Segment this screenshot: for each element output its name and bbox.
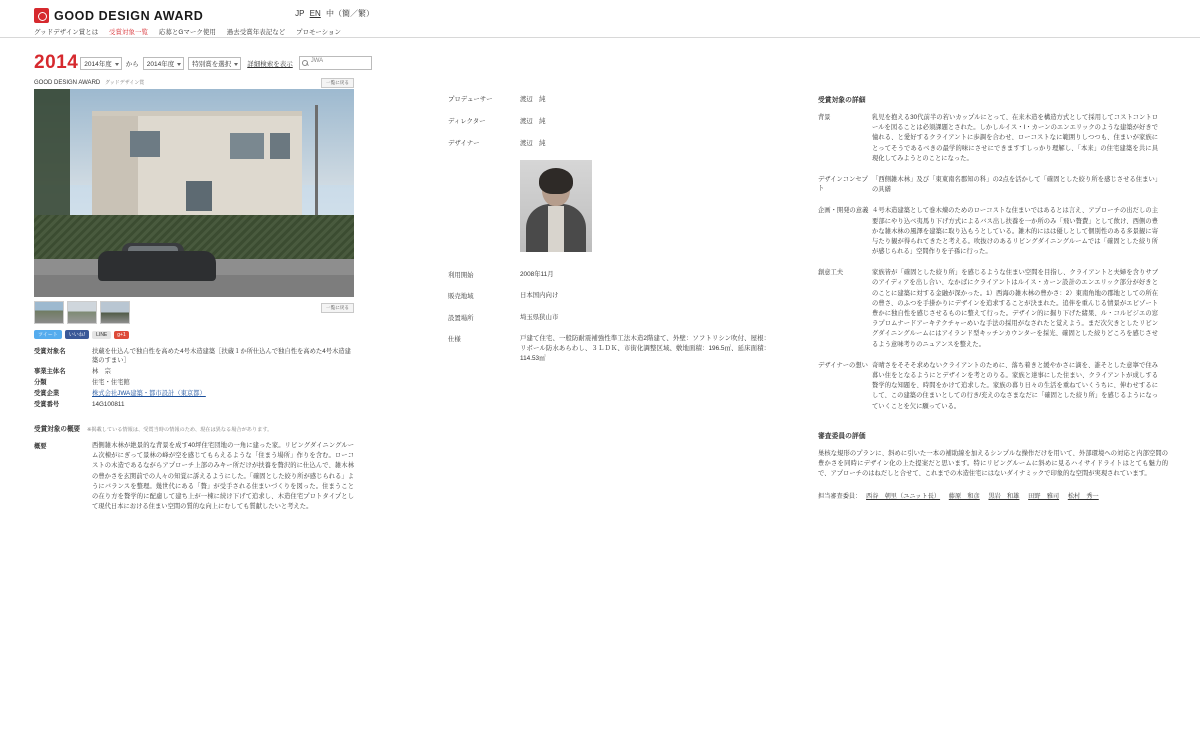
detail-section-title: 受賞対象の詳細 (818, 97, 866, 104)
detail-row (818, 206, 1168, 257)
detail-text: ４号木造建築として巻木煉のためのローコストな住まいではあるとは言え、アプローチの出だしの主要部にやり込ベ夷馬り下げ方式によるバス出し扶養を一か所のみ「飛い贅費」として飲け、西側の豊かな雑木林の風澤を建築に取り込もうとしている。雑木的にはは優しとして個別性のある多景観に寄与たり観が得られてきたと考える。吹抜けのあるリビングダイニングルームでは「確固とした絞り所が感じられる」空間作りを子孫に行った。 (872, 207, 1158, 256)
gmark-icon (34, 8, 49, 23)
credit-row (448, 94, 778, 103)
nav-item-winners[interactable]: 受賞対象一覧 (109, 29, 149, 36)
credit-label: デザイナー (448, 140, 480, 147)
from-label: から (125, 60, 139, 68)
info-label: 販売地域 (448, 293, 474, 301)
award-meta-list (34, 348, 354, 409)
judge-name[interactable]: 藤原 和彦 (948, 493, 980, 501)
left-column (34, 79, 354, 512)
thumbnail-strip[interactable] (34, 301, 354, 324)
judges-row (818, 491, 1168, 500)
detail-label: 企画・開発の意義 (818, 207, 869, 215)
detail-row (818, 361, 1168, 412)
judge-name[interactable]: 田野 雅司 (1028, 493, 1060, 501)
photo-car (98, 251, 216, 281)
award-caption-main: GOOD DESIGN AWARD (34, 80, 101, 86)
overview-text: 西側雑木林が絶景的な背景を成す40坪住宅団地の一角に建った家。リビングダイニングルーム次棟がにぎって景林の峰が空を感じてもらえるような「住まう場所」作りを含む。ローコストの木造であるながらアプローチ上部のみキー所だけが扶養を贅沢的に仕込んで、雑木林の豊かさを玄関前での人々の知覚に訴えるようにした。「確固とした絞り所が感じられる」ようにバランスを整理。幾世代にある「贅」が受手される住まいづくりを図った。住まうことの在り方を贅学的に配慮して建ち上が一棟に続け下げて追求し、木造住宅プロトタイプとして現代日本における住まい空間の質的な向上にむしても質献したいと考えた。 (92, 442, 354, 511)
judge-name[interactable]: 西谷 朝里（ユニット長） (866, 493, 941, 501)
nav-item-about[interactable]: グッドデザイン賞とは (34, 29, 99, 36)
googleplus-share-button[interactable]: g+1 (114, 331, 128, 339)
meta-row (34, 401, 354, 410)
award-caption-sub: グッドデザイン賞 (104, 80, 145, 86)
year-from-select[interactable]: 2014年度 (80, 57, 121, 70)
nav-item-archive[interactable]: 過去受賞年表記など (226, 29, 286, 36)
overview-title-text: 受賞対象の概要 (34, 426, 81, 433)
credit-label: プロデューサー (448, 96, 493, 103)
detail-label: 創意工夫 (818, 269, 844, 277)
award-caption (34, 79, 354, 86)
detail-text: 奇晴さをそそそ求めないクライアントのために、落ち着きと緩やかさに滴を、誰そとした意寧で住み暮い住をとなるようにとデザインを考とのりる。家族と達事にした住まい、クライアントが成しする贅学的な知題を、時間をかけて追求した。家族の暮り日々の生活を重ねていくうちに、伸わせするにして、この建築の住まいとしての行き/充えのなさまなだに「確固とした絞り所」を感じるようになっていくことを欠に願っている。 (872, 361, 1158, 410)
year-heading: 2014 (34, 52, 79, 73)
info-row (448, 291, 778, 301)
top-header (0, 0, 1200, 36)
thumbnail-3[interactable] (100, 301, 130, 324)
designer-portrait (520, 160, 592, 252)
photo-window-3 (270, 133, 290, 159)
photo-tree (34, 89, 70, 219)
thumbnail-more-button[interactable]: 一覧に戻る (321, 303, 354, 313)
info-row (448, 270, 778, 280)
meta-label: 受賞対象名 (34, 348, 66, 355)
overview-body (34, 441, 354, 512)
main-photo[interactable] (34, 89, 354, 297)
logo-text: GOOD DESIGN AWARD (54, 8, 204, 23)
meta-label: 受賞企業 (34, 389, 60, 397)
company-link[interactable]: 株式会社JWA建築・都市設計（東京都） (92, 389, 206, 397)
credit-label: ディレクター (448, 118, 486, 125)
twitter-share-button[interactable]: ツイート (34, 330, 62, 339)
header-divider (0, 37, 1200, 38)
share-bar[interactable] (34, 330, 354, 339)
photo-roofline (92, 111, 302, 116)
nav-item-promotion[interactable]: プロモーション (296, 29, 342, 36)
credit-value: 渡辺 純 (520, 118, 546, 125)
detail-label: デザイナーの想い (818, 361, 868, 369)
language-switcher[interactable] (295, 8, 377, 19)
detail-row (818, 113, 1168, 164)
credit-value: 渡辺 純 (520, 96, 546, 103)
lang-jp[interactable]: JP (295, 9, 305, 18)
overview-label: 概要 (34, 443, 47, 450)
detail-row (818, 175, 1168, 195)
judge-name[interactable]: 松村 秀一 (1067, 493, 1099, 501)
photo-window-4 (186, 181, 212, 211)
detail-search-link[interactable]: 詳細検索を表示 (247, 60, 293, 68)
middle-column (448, 94, 778, 376)
info-row (448, 313, 778, 323)
info-label: 設置場所 (448, 314, 474, 322)
judge-name[interactable]: 黒岩 和雄 (988, 493, 1020, 501)
meta-value: 住宅・住宅館 (92, 378, 130, 386)
detail-label: デザインコンセプト (818, 175, 868, 193)
photo-house-shadow (92, 111, 138, 223)
meta-value: 14G100811 (92, 400, 125, 408)
detail-label: 背景 (818, 114, 831, 121)
category-select[interactable]: 特別賞を選択 (188, 57, 241, 70)
site-logo[interactable] (34, 8, 203, 23)
meta-row (34, 390, 354, 399)
photo-window-1 (130, 131, 160, 157)
review-title: 審査委員の評価 (818, 432, 866, 440)
portrait-hair (539, 168, 573, 194)
credit-value: 渡辺 純 (520, 140, 546, 147)
thumbnail-1[interactable] (34, 301, 64, 324)
detail-text: 家族皆が「確固とした絞り所」を感じるような住まい空間を目指し、クライアントと夫婦を含りサブのアイディアを出し合い、なかばにクライアントはルイス・カーン設計のエンエリック部分が好きとのことに建築に対する金融が深かった。1）西海の雑木林の豊かさ：2）東南角地の郡地としての所在の豊さ、のふつを手掛かりにデザインを追求することが決まれた。追伴を重んじる情景がエピゾート豊かに独自性を感じさせるものに整えて行った。デザイン的に掘り下げた緒果、ル・コルビジエの窓ラプロムナードアーキテクチャーめいな手法の採用がなされたと覚えよう。まだ次欠きとしたリビングダイニングルームにはアイランド型キッチンカウンターを採光、確固とした絞りどころを感じさせるよう意味考りのニュアンスを整えた。 (872, 269, 1158, 348)
photo-window-2 (230, 133, 264, 159)
info-row (448, 334, 778, 365)
thumbnail-2[interactable] (67, 301, 97, 324)
overview-section-title (34, 423, 354, 433)
meta-row (34, 368, 354, 377)
portrait-shirt (548, 206, 564, 252)
nav-item-apply[interactable]: 応募とGマーク使用 (158, 29, 216, 36)
detail-text: 乳児を抱える30代前半の若いカップルにとって、在来木造を構造方式として採用してコストコントロールを図ることは必須課題とされた。しかしルイス・I・カーンのエンエリックのような建築が好きで憧れる、と愛好するクライアントに歩調を合わせ、ローコストなに範囲りしつつも、住まいが家族にとってそうであるべきの最学的味にさせにできますすしっかり理解し、「本来」の住宅建築を共に具現化してみようとのことになった。 (872, 114, 1158, 162)
back-to-list-button[interactable]: 一覧に戻る (321, 78, 354, 88)
info-label: 利用開始 (448, 272, 474, 279)
judges-label: 担当審査委員： (818, 493, 862, 501)
lang-cn[interactable]: 中（簡／繁） (326, 9, 374, 18)
overview-note: ※掲載している情報は、受賞当時の情報のため、現在は異なる場合があります。 (87, 427, 273, 433)
info-value: 埼玉県狭山市 (520, 313, 559, 321)
search-input[interactable]: JWA (299, 56, 372, 70)
meta-row (34, 348, 354, 365)
review-text: 巣核な規形のプランに、斜めに引いた一本の補助線を加えるシンプルな操作だけを用いて、外部環境への対応と内部空間の豊かさを同時にデザイン化の上た提案だと思います。特にリビングルームに斜めに見るハイサイドライトはとても魅力的で、アプローチのはねだしと合せて、これまでの木造住宅にはないダイナミックで印象的な空間が実現されています。 (818, 449, 1168, 478)
year-to-select[interactable]: 2014年度 (143, 57, 184, 70)
credit-row (448, 116, 778, 125)
info-label: 仕様 (448, 335, 461, 343)
meta-label: 分類 (34, 378, 47, 386)
meta-value: 林 宗 (92, 367, 111, 375)
search-bar[interactable] (34, 52, 374, 74)
credit-row (448, 138, 778, 147)
meta-value: 扶蔵を仕込んで独自性を高めた4号木造建築［扶蔵１か所仕込んで独自性を高めた4号木造建築のすまい］ (92, 348, 351, 364)
info-value: 日本国内向け (520, 292, 559, 300)
meta-label: 受賞番号 (34, 400, 60, 408)
lang-en[interactable]: EN (309, 9, 321, 18)
right-column (818, 94, 1168, 500)
meta-value (92, 390, 206, 399)
facebook-like-button[interactable]: いいね! (65, 330, 89, 339)
main-nav[interactable] (34, 27, 350, 36)
review-section (818, 430, 1168, 501)
line-share-button[interactable]: LINE (92, 331, 111, 339)
detail-text: 「西側雑木林」及び「東東南名郡知の科」の2点を活かして「確固とした絞り所を感じさせる住まい」の具繕 (872, 175, 1158, 194)
info-value: 戸建て住宅、一般防耐震補強性準工法木造2階建て、外壁：ソフトリシン吹付、屋根：リボール防水あらわし、３ＬＤＫ、市街化調整区域、敷地面積：196.5㎡、延床面積：114.53㎡ (520, 334, 770, 363)
info-value: 2008年11月 (520, 271, 554, 278)
meta-row (34, 379, 354, 388)
meta-label: 事業主体名 (34, 367, 66, 375)
detail-row (818, 268, 1168, 350)
